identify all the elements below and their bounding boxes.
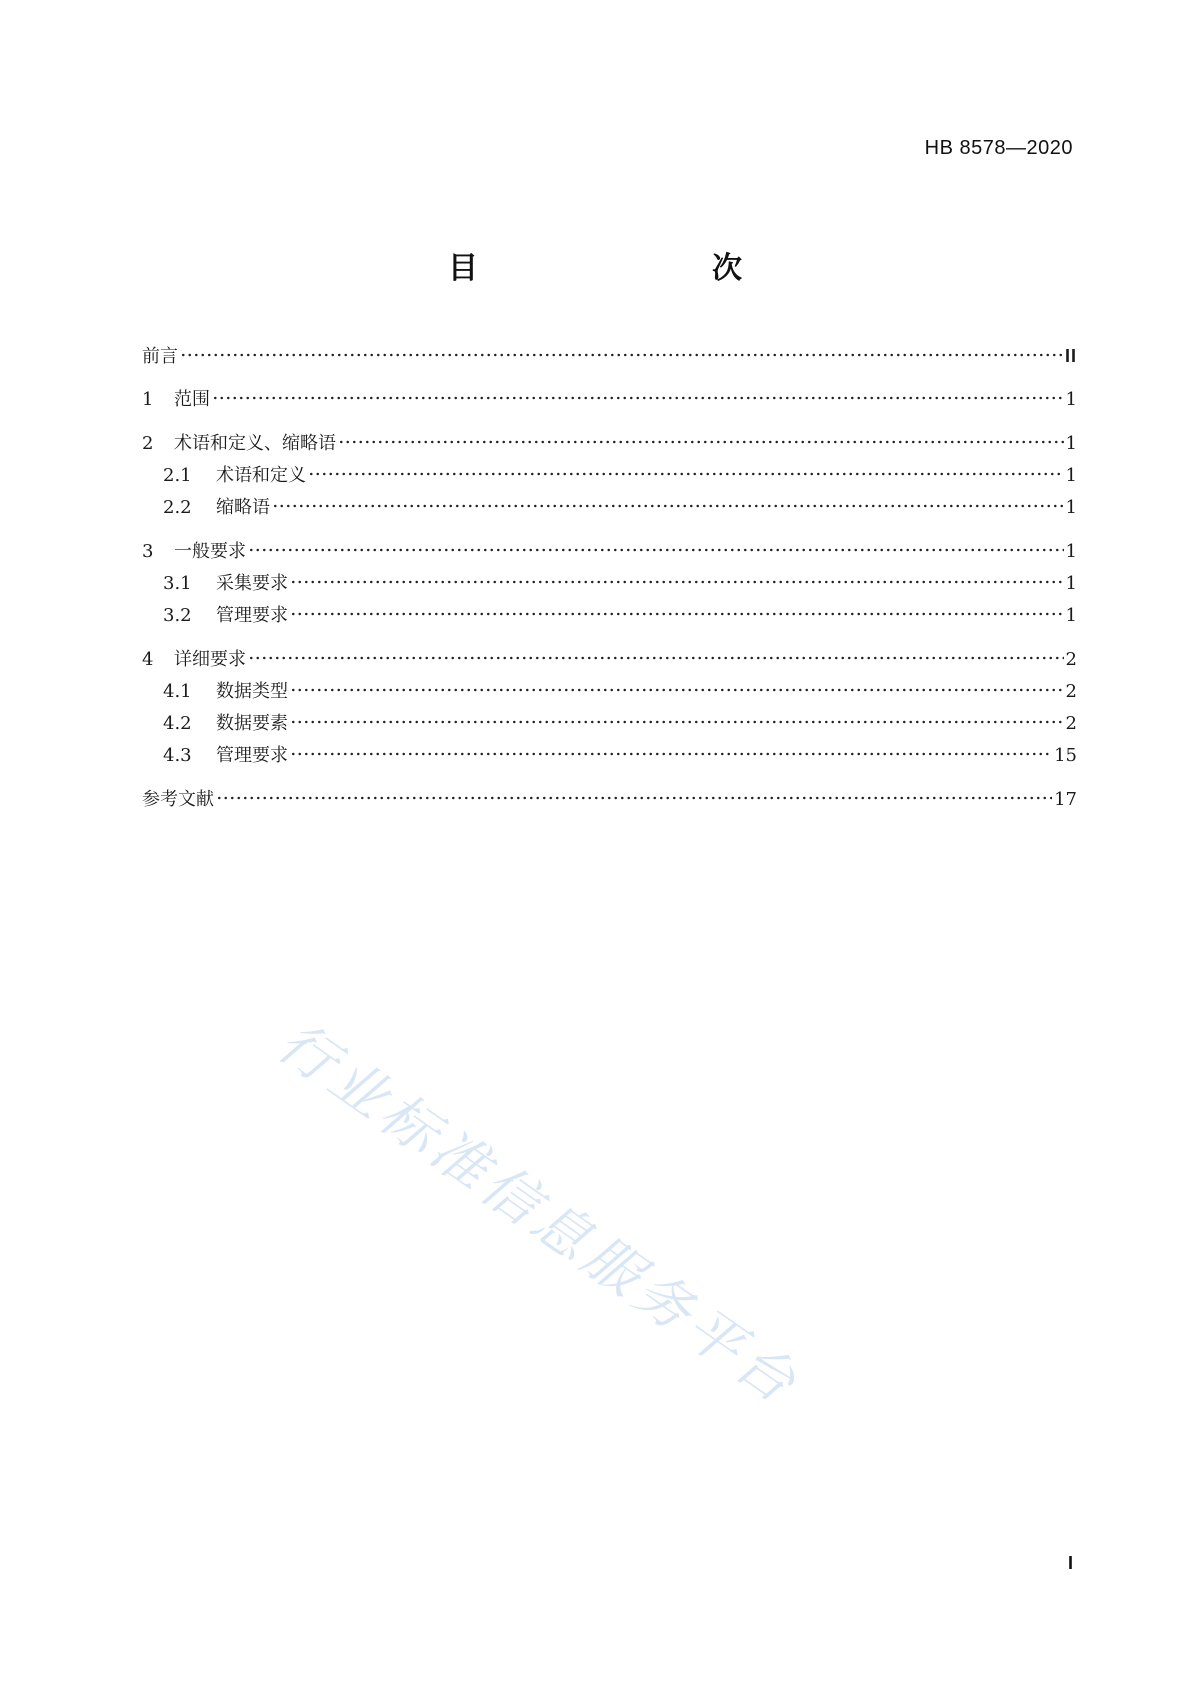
toc-entry[interactable] <box>142 708 1077 740</box>
dot-leader <box>180 353 1063 357</box>
toc-entry[interactable] <box>142 600 1077 632</box>
toc-entry-page: 1 <box>1065 433 1077 454</box>
toc-entry-number: 1 <box>142 389 154 410</box>
dot-leader <box>248 656 1064 660</box>
toc-entry-page: II <box>1064 346 1077 366</box>
toc-entry[interactable] <box>142 784 1077 816</box>
table-of-contents <box>142 340 1077 816</box>
toc-entry[interactable] <box>142 536 1077 568</box>
toc-entry[interactable] <box>142 644 1077 676</box>
toc-entry[interactable] <box>142 460 1077 492</box>
toc-entry-page: 15 <box>1054 745 1077 766</box>
toc-entry-page: 1 <box>1065 497 1077 518</box>
page-number: I <box>1067 1553 1073 1573</box>
dot-leader <box>308 472 1064 476</box>
toc-entry[interactable] <box>142 676 1077 708</box>
toc-entry-page: 1 <box>1065 541 1077 562</box>
toc-entry-label: 缩略语 <box>216 497 270 518</box>
toc-entry-number: 2.2 <box>163 497 192 518</box>
dot-leader <box>290 688 1064 692</box>
toc-entry-label: 术语和定义、缩略语 <box>174 433 336 454</box>
toc-entry[interactable] <box>142 384 1077 416</box>
toc-entry-page: 1 <box>1065 573 1077 594</box>
toc-entry-page: 17 <box>1054 789 1077 810</box>
dot-leader <box>248 548 1064 552</box>
toc-entry-label: 前言 <box>142 346 178 367</box>
toc-entry-number: 2.1 <box>163 465 192 486</box>
toc-entry-number: 3.2 <box>163 605 192 626</box>
toc-entry-label: 范围 <box>174 389 210 410</box>
dot-leader <box>272 504 1064 508</box>
toc-entry-label: 一般要求 <box>174 541 246 562</box>
dot-leader <box>290 752 1052 756</box>
toc-entry-page: 1 <box>1065 605 1077 626</box>
toc-entry-label: 采集要求 <box>216 573 288 594</box>
toc-entry-label: 数据要素 <box>216 713 288 734</box>
toc-entry-label: 数据类型 <box>216 681 288 702</box>
dot-leader <box>290 580 1064 584</box>
toc-entry-number: 4.2 <box>163 713 192 734</box>
dot-leader <box>290 612 1064 616</box>
toc-entry-label: 管理要求 <box>216 605 288 626</box>
toc-entry-page: 1 <box>1065 389 1077 410</box>
toc-entry-page: 1 <box>1065 465 1077 486</box>
toc-entry-page: 2 <box>1065 649 1077 670</box>
dot-leader <box>212 396 1064 400</box>
toc-entry-number: 3 <box>142 541 154 562</box>
page-title: 目 次 <box>448 251 800 286</box>
toc-entry-label: 管理要求 <box>216 745 288 766</box>
toc-entry-label: 参考文献 <box>142 789 214 810</box>
toc-entry-number: 4.1 <box>163 681 192 702</box>
dot-leader <box>338 440 1064 444</box>
toc-entry-label: 术语和定义 <box>216 465 306 486</box>
document-code: HB 8578—2020 <box>924 137 1073 159</box>
toc-entry[interactable] <box>142 568 1077 600</box>
toc-entry-page: 2 <box>1065 681 1077 702</box>
toc-entry-number: 2 <box>142 433 154 454</box>
toc-entry-page: 2 <box>1065 713 1077 734</box>
toc-entry[interactable] <box>142 428 1077 460</box>
toc-entry-number: 4 <box>142 649 154 670</box>
toc-entry-number: 4.3 <box>163 745 192 766</box>
watermark: 行业标准信息服务平台 <box>265 1009 811 1419</box>
toc-entry[interactable] <box>142 340 1077 372</box>
toc-entry-number: 3.1 <box>163 573 192 594</box>
toc-entry[interactable] <box>142 492 1077 524</box>
dot-leader <box>216 796 1052 800</box>
toc-entry[interactable] <box>142 740 1077 772</box>
toc-entry-label: 详细要求 <box>174 649 246 670</box>
dot-leader <box>290 720 1064 724</box>
